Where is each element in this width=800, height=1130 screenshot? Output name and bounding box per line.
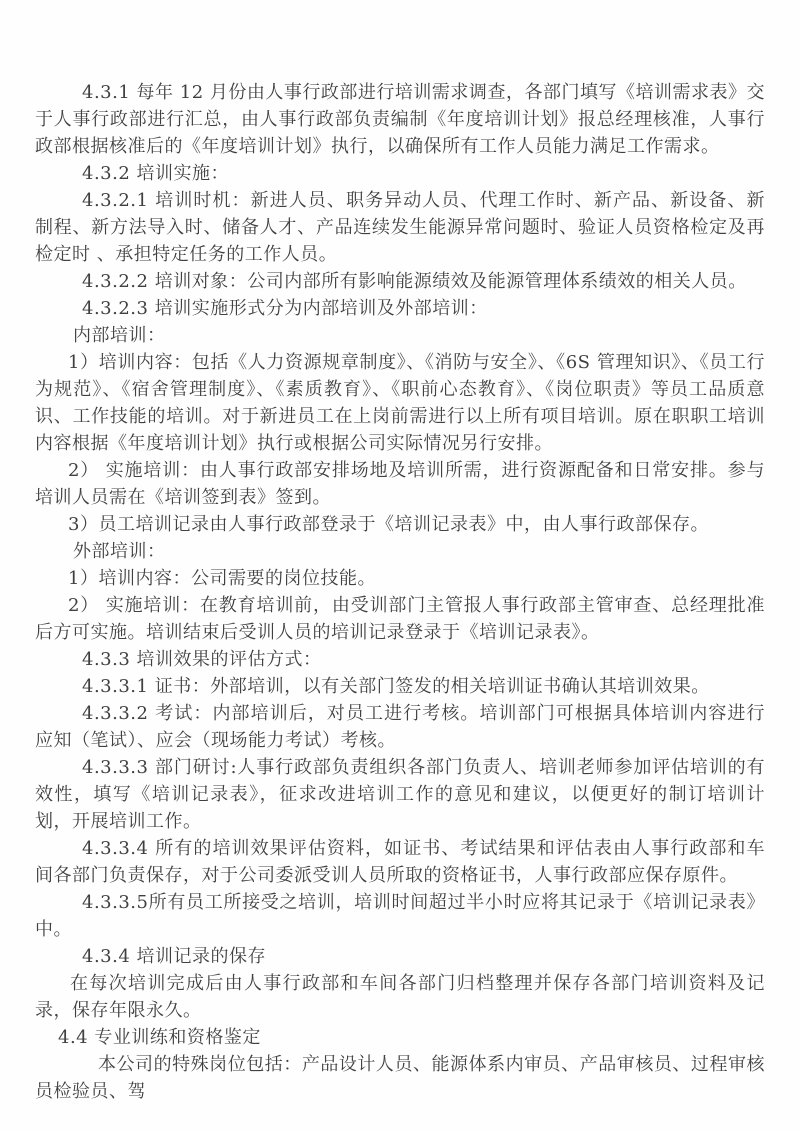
paragraph-4-3-3-2: 4.3.3.2 考试：内部培训后，对员工进行考核。培训部门可根据具体培训内容进行应知（笔试）、应会（现场能力考试）考核。	[35, 703, 765, 751]
paragraph-4-3-3: 4.3.3 培训效果的评估方式：	[82, 649, 322, 670]
paragraph-4-3-3-5: 4.3.3.5所有员工所接受之培训，培训时间超过半小时应将其记录于《培训记录表》中。	[35, 892, 765, 940]
list-item-internal-3: 3）员工培训记录由人事行政部登录于《培训记录表》中，由人事行政部保存。	[68, 514, 709, 535]
paragraph-4-3-3-4: 4.3.3.4 所有的培训效果评估资料，如证书、考试结果和评估表由人事行政部和车间各部门负责保存，对于公司委派受训人员所取的资格证书，人事行政部应保存原件。	[35, 838, 765, 886]
paragraph-4-3-2-3: 4.3.2.3 培训实施形式分为内部培训及外部培训：	[82, 298, 488, 319]
list-item-internal-1: 1）培训内容：包括《人力资源规章制度》、《消防与安全》、《6S 管理知识》、《员工行为规范》、《宿舍管理制度》、《素质教育》、《职前心态教育》、《岗位职责》等员工品质意识、工作技能的培训。对于新进员工在上岗前需进行以上所有项目培训。原在职职工培训内容根据《年度培训计划》执行或根据公司实际情况另行安排。	[35, 352, 765, 454]
paragraph-4-3-2-2: 4.3.2.2 培训对象：公司内部所有影响能源绩效及能源管理体系绩效的相关人员。	[82, 271, 747, 292]
label-internal-training: 内部培训：	[73, 325, 166, 346]
paragraph-special-posts: 本公司的特殊岗位包括：产品设计人员、能源体系内审员、产品审核员、过程审核员检验员、驾	[35, 1054, 765, 1102]
paragraph-4-3-1: 4.3.1 每年 12 月份由人事行政部进行培训需求调查，各部门填写《培训需求表》交于人事行政部进行汇总，由人事行政部负责编制《年度培训计划》报总经理核准，人事行政部根据核准后的《年度培训计划》执行，以确保所有工作人员能力满足工作需求。	[35, 82, 765, 157]
heading-4-4: 4.4 专业训练和资格鉴定	[58, 1027, 261, 1048]
paragraph-records-keeping: 在每次培训完成后由人事行政部和车间各部门归档整理并保存各部门培训资料及记录，保存年限永久。	[35, 973, 765, 1021]
list-item-internal-2: 2） 实施培训：由人事行政部安排场地及培训所需，进行资源配备和日常安排。参与培训人员需在《培训签到表》签到。	[35, 460, 765, 508]
label-external-training: 外部培训：	[73, 541, 166, 562]
paragraph-4-3-2: 4.3.2 培训实施：	[82, 163, 230, 184]
paragraph-4-3-3-1: 4.3.3.1 证书：外部培训，以有关部门签发的相关培训证书确认其培训效果。	[82, 676, 710, 697]
list-item-external-1: 1）培训内容：公司需要的岗位技能。	[68, 568, 376, 589]
list-item-external-2: 2） 实施培训：在教育培训前，由受训部门主管报人事行政部主管审查、总经理批准后方可实施。培训结束后受训人员的培训记录登录于《培训记录表》。	[35, 595, 765, 643]
paragraph-4-3-2-1: 4.3.2.1 培训时机：新进人员、职务异动人员、代理工作时、新产品、新设备、新制程、新方法导入时、储备人才、产品连续发生能源异常问题时、验证人员资格检定及再检定时 、承担特定任务的工作人员。	[35, 190, 765, 265]
paragraph-4-3-3-3: 4.3.3.3 部门研讨:人事行政部负责组织各部门负责人、培训老师参加评估培训的有效性，填写《培训记录表》，征求改进培训工作的意见和建议，以便更好的制订培训计划，开展培训工作。	[35, 757, 765, 832]
paragraph-4-3-4: 4.3.4 培训记录的保存	[82, 946, 267, 967]
